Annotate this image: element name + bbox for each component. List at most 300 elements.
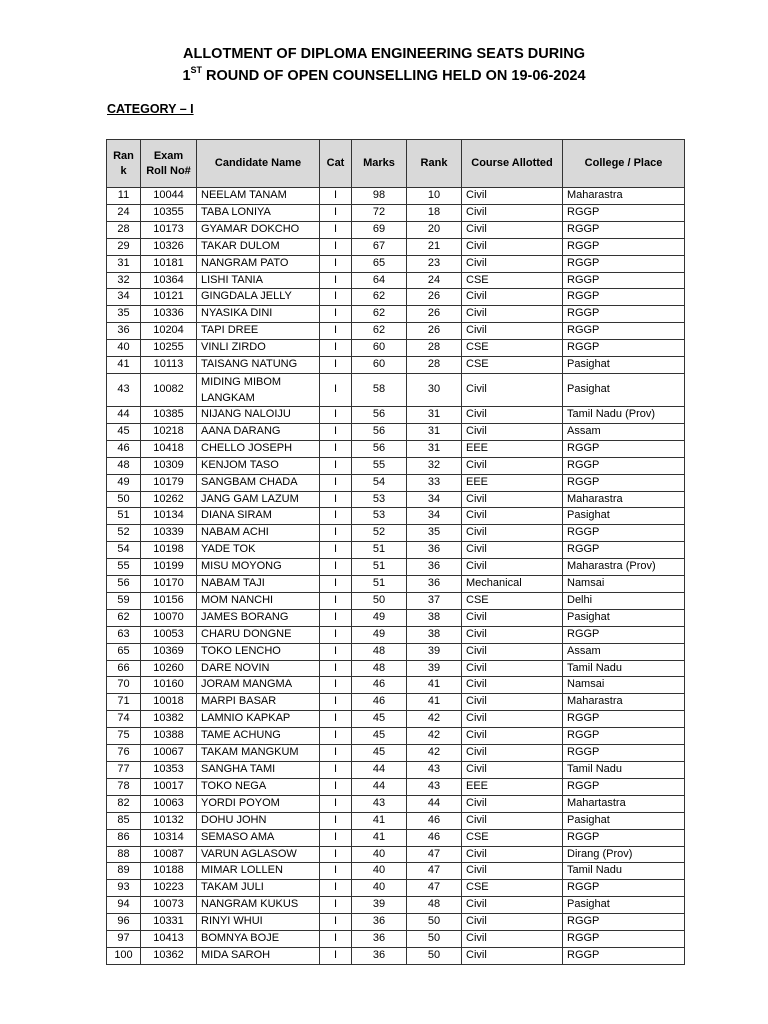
cell-category: I <box>320 728 352 745</box>
cell-college-place: RGGP <box>563 238 685 255</box>
cell-course-allotted: Civil <box>462 559 563 576</box>
cell-marks: 98 <box>352 188 407 205</box>
cell-candidate-name: NABAM ACHI <box>197 525 320 542</box>
cell-marks: 64 <box>352 272 407 289</box>
cell-category: I <box>320 373 352 406</box>
cell-candidate-name: NABAM TAJI <box>197 576 320 593</box>
cell-exam-roll-no: 10314 <box>141 829 197 846</box>
cell-merit-rank: 28 <box>107 221 141 238</box>
cell-merit-rank: 66 <box>107 660 141 677</box>
cell-category: I <box>320 221 352 238</box>
cell-exam-roll-no: 10070 <box>141 609 197 626</box>
table-row <box>107 508 685 525</box>
cell-exam-roll-no: 10385 <box>141 406 197 423</box>
cell-college-place: RGGP <box>563 340 685 357</box>
cell-merit-rank: 71 <box>107 694 141 711</box>
cell-merit-rank: 94 <box>107 897 141 914</box>
header-candidate-name: Candidate Name <box>197 140 320 188</box>
cell-marks: 52 <box>352 525 407 542</box>
cell-merit-rank: 31 <box>107 255 141 272</box>
cell-course-allotted: Civil <box>462 728 563 745</box>
cell-college-place: Namsai <box>563 576 685 593</box>
cell-merit-rank: 77 <box>107 762 141 779</box>
cell-exam-roll-no: 10017 <box>141 778 197 795</box>
cell-course-allotted: Civil <box>462 204 563 221</box>
cell-college-place: Delhi <box>563 592 685 609</box>
cell-rank: 35 <box>407 525 462 542</box>
cell-course-allotted: CSE <box>462 357 563 374</box>
cell-candidate-name: JORAM MANGMA <box>197 677 320 694</box>
cell-college-place: RGGP <box>563 728 685 745</box>
cell-course-allotted: Civil <box>462 373 563 406</box>
cell-rank: 41 <box>407 694 462 711</box>
cell-category: I <box>320 559 352 576</box>
cell-marks: 40 <box>352 846 407 863</box>
table-row <box>107 778 685 795</box>
cell-rank: 28 <box>407 340 462 357</box>
table-row <box>107 795 685 812</box>
cell-exam-roll-no: 10082 <box>141 373 197 406</box>
cell-exam-roll-no: 10179 <box>141 474 197 491</box>
cell-course-allotted: CSE <box>462 880 563 897</box>
cell-category: I <box>320 576 352 593</box>
cell-course-allotted: Civil <box>462 947 563 964</box>
cell-rank: 42 <box>407 711 462 728</box>
cell-rank: 47 <box>407 863 462 880</box>
cell-merit-rank: 52 <box>107 525 141 542</box>
cell-course-allotted: Civil <box>462 289 563 306</box>
cell-marks: 55 <box>352 457 407 474</box>
cell-rank: 43 <box>407 762 462 779</box>
cell-exam-roll-no: 10181 <box>141 255 197 272</box>
cell-rank: 21 <box>407 238 462 255</box>
cell-rank: 24 <box>407 272 462 289</box>
header-marks: Marks <box>352 140 407 188</box>
cell-exam-roll-no: 10087 <box>141 846 197 863</box>
table-row <box>107 931 685 948</box>
cell-rank: 38 <box>407 626 462 643</box>
cell-rank: 37 <box>407 592 462 609</box>
cell-merit-rank: 76 <box>107 745 141 762</box>
cell-category: I <box>320 508 352 525</box>
cell-college-place: RGGP <box>563 626 685 643</box>
cell-marks: 46 <box>352 694 407 711</box>
cell-exam-roll-no: 10369 <box>141 643 197 660</box>
cell-exam-roll-no: 10044 <box>141 188 197 205</box>
table-row <box>107 812 685 829</box>
cell-merit-rank: 65 <box>107 643 141 660</box>
cell-candidate-name: SANGBAM CHADA <box>197 474 320 491</box>
cell-rank: 31 <box>407 406 462 423</box>
cell-college-place: Tamil Nadu <box>563 762 685 779</box>
cell-category: I <box>320 711 352 728</box>
cell-exam-roll-no: 10173 <box>141 221 197 238</box>
cell-rank: 47 <box>407 880 462 897</box>
table-row <box>107 609 685 626</box>
cell-course-allotted: Civil <box>462 255 563 272</box>
document-title-line-1: ALLOTMENT OF DIPLOMA ENGINEERING SEATS DURING <box>183 46 585 62</box>
cell-candidate-name: TOKO LENCHO <box>197 643 320 660</box>
cell-college-place: RGGP <box>563 829 685 846</box>
table-row <box>107 188 685 205</box>
cell-rank: 23 <box>407 255 462 272</box>
cell-course-allotted: CSE <box>462 592 563 609</box>
cell-college-place: Mahartastra <box>563 795 685 812</box>
cell-candidate-name: MISU MOYONG <box>197 559 320 576</box>
cell-candidate-name: TABA LONIYA <box>197 204 320 221</box>
cell-exam-roll-no: 10331 <box>141 914 197 931</box>
cell-merit-rank: 78 <box>107 778 141 795</box>
cell-category: I <box>320 643 352 660</box>
cell-merit-rank: 59 <box>107 592 141 609</box>
cell-marks: 54 <box>352 474 407 491</box>
header-rank: Rank <box>407 140 462 188</box>
table-header-row <box>107 140 685 188</box>
cell-category: I <box>320 406 352 423</box>
cell-category: I <box>320 238 352 255</box>
table-row <box>107 762 685 779</box>
cell-exam-roll-no: 10188 <box>141 863 197 880</box>
cell-category: I <box>320 778 352 795</box>
cell-course-allotted: Civil <box>462 525 563 542</box>
cell-exam-roll-no: 10218 <box>141 423 197 440</box>
cell-marks: 45 <box>352 745 407 762</box>
cell-marks: 62 <box>352 289 407 306</box>
cell-college-place: Tamil Nadu <box>563 863 685 880</box>
cell-exam-roll-no: 10255 <box>141 340 197 357</box>
cell-exam-roll-no: 10223 <box>141 880 197 897</box>
cell-marks: 40 <box>352 863 407 880</box>
table-row <box>107 204 685 221</box>
cell-category: I <box>320 897 352 914</box>
table-row <box>107 373 685 406</box>
cell-exam-roll-no: 10418 <box>141 440 197 457</box>
cell-merit-rank: 11 <box>107 188 141 205</box>
cell-college-place: Pasighat <box>563 508 685 525</box>
cell-college-place: Assam <box>563 643 685 660</box>
table-row <box>107 457 685 474</box>
cell-exam-roll-no: 10355 <box>141 204 197 221</box>
table-row <box>107 592 685 609</box>
cell-college-place: RGGP <box>563 272 685 289</box>
cell-course-allotted: Civil <box>462 660 563 677</box>
cell-rank: 31 <box>407 423 462 440</box>
cell-rank: 32 <box>407 457 462 474</box>
cell-candidate-name: DIANA SIRAM <box>197 508 320 525</box>
cell-marks: 45 <box>352 711 407 728</box>
cell-college-place: Pasighat <box>563 609 685 626</box>
cell-course-allotted: CSE <box>462 272 563 289</box>
cell-merit-rank: 29 <box>107 238 141 255</box>
cell-rank: 46 <box>407 829 462 846</box>
cell-rank: 34 <box>407 508 462 525</box>
table-row <box>107 914 685 931</box>
cell-candidate-name: GINGDALA JELLY <box>197 289 320 306</box>
cell-rank: 36 <box>407 559 462 576</box>
cell-category: I <box>320 204 352 221</box>
cell-marks: 39 <box>352 897 407 914</box>
cell-merit-rank: 45 <box>107 423 141 440</box>
table-row <box>107 357 685 374</box>
cell-rank: 36 <box>407 542 462 559</box>
cell-rank: 38 <box>407 609 462 626</box>
cell-merit-rank: 35 <box>107 306 141 323</box>
cell-candidate-name: JANG GAM LAZUM <box>197 491 320 508</box>
cell-candidate-name: VARUN AGLASOW <box>197 846 320 863</box>
cell-college-place: RGGP <box>563 947 685 964</box>
cell-candidate-name: MIDING MIBOM LANGKAM <box>197 373 320 406</box>
cell-marks: 49 <box>352 626 407 643</box>
cell-merit-rank: 93 <box>107 880 141 897</box>
cell-course-allotted: Civil <box>462 508 563 525</box>
cell-course-allotted: Civil <box>462 863 563 880</box>
cell-candidate-name: TAPI DREE <box>197 323 320 340</box>
cell-college-place: Assam <box>563 423 685 440</box>
cell-course-allotted: EEE <box>462 474 563 491</box>
cell-college-place: Maharastra <box>563 491 685 508</box>
table-row <box>107 272 685 289</box>
cell-candidate-name: TOKO NEGA <box>197 778 320 795</box>
cell-college-place: Namsai <box>563 677 685 694</box>
cell-merit-rank: 62 <box>107 609 141 626</box>
cell-college-place: RGGP <box>563 204 685 221</box>
table-row <box>107 542 685 559</box>
cell-course-allotted: Civil <box>462 406 563 423</box>
header-category: Cat <box>320 140 352 188</box>
cell-course-allotted: Civil <box>462 423 563 440</box>
cell-merit-rank: 51 <box>107 508 141 525</box>
cell-college-place: RGGP <box>563 474 685 491</box>
cell-exam-roll-no: 10388 <box>141 728 197 745</box>
cell-candidate-name: DARE NOVIN <box>197 660 320 677</box>
cell-category: I <box>320 491 352 508</box>
cell-marks: 60 <box>352 340 407 357</box>
cell-candidate-name: MIDA SAROH <box>197 947 320 964</box>
cell-rank: 34 <box>407 491 462 508</box>
table-row <box>107 323 685 340</box>
cell-merit-rank: 63 <box>107 626 141 643</box>
cell-merit-rank: 74 <box>107 711 141 728</box>
cell-merit-rank: 70 <box>107 677 141 694</box>
cell-course-allotted: Civil <box>462 221 563 238</box>
cell-category: I <box>320 357 352 374</box>
cell-marks: 53 <box>352 508 407 525</box>
cell-category: I <box>320 188 352 205</box>
cell-exam-roll-no: 10262 <box>141 491 197 508</box>
cell-category: I <box>320 423 352 440</box>
cell-candidate-name: TAKAR DULOM <box>197 238 320 255</box>
cell-college-place: RGGP <box>563 745 685 762</box>
cell-course-allotted: Civil <box>462 457 563 474</box>
cell-merit-rank: 75 <box>107 728 141 745</box>
table-row <box>107 423 685 440</box>
header-college-place: College / Place <box>563 140 685 188</box>
cell-rank: 43 <box>407 778 462 795</box>
round-description: ROUND OF OPEN COUNSELLING HELD ON 19-06-2024 <box>202 68 586 84</box>
cell-category: I <box>320 306 352 323</box>
cell-candidate-name: NANGRAM KUKUS <box>197 897 320 914</box>
cell-marks: 62 <box>352 306 407 323</box>
cell-course-allotted: Civil <box>462 323 563 340</box>
cell-merit-rank: 86 <box>107 829 141 846</box>
cell-course-allotted: Civil <box>462 914 563 931</box>
cell-marks: 56 <box>352 423 407 440</box>
round-ordinal-suffix: ST <box>190 65 203 76</box>
cell-college-place: Tamil Nadu (Prov) <box>563 406 685 423</box>
cell-candidate-name: DOHU JOHN <box>197 812 320 829</box>
cell-candidate-name: TAKAM JULI <box>197 880 320 897</box>
cell-rank: 44 <box>407 795 462 812</box>
cell-marks: 41 <box>352 829 407 846</box>
table-row <box>107 643 685 660</box>
cell-college-place: Maharastra <box>563 694 685 711</box>
cell-rank: 50 <box>407 931 462 948</box>
cell-course-allotted: EEE <box>462 778 563 795</box>
cell-category: I <box>320 660 352 677</box>
cell-merit-rank: 46 <box>107 440 141 457</box>
cell-merit-rank: 85 <box>107 812 141 829</box>
cell-category: I <box>320 592 352 609</box>
cell-candidate-name: YORDI POYOM <box>197 795 320 812</box>
cell-rank: 48 <box>407 897 462 914</box>
cell-merit-rank: 36 <box>107 323 141 340</box>
cell-candidate-name: YADE TOK <box>197 542 320 559</box>
cell-merit-rank: 96 <box>107 914 141 931</box>
cell-rank: 33 <box>407 474 462 491</box>
cell-category: I <box>320 525 352 542</box>
cell-rank: 46 <box>407 812 462 829</box>
cell-course-allotted: Civil <box>462 931 563 948</box>
cell-marks: 67 <box>352 238 407 255</box>
cell-course-allotted: Civil <box>462 626 563 643</box>
cell-merit-rank: 34 <box>107 289 141 306</box>
cell-college-place: RGGP <box>563 880 685 897</box>
round-number: 1 <box>182 68 191 84</box>
cell-merit-rank: 50 <box>107 491 141 508</box>
cell-merit-rank: 32 <box>107 272 141 289</box>
cell-candidate-name: NYASIKA DINI <box>197 306 320 323</box>
cell-college-place: RGGP <box>563 914 685 931</box>
cell-course-allotted: Civil <box>462 609 563 626</box>
cell-exam-roll-no: 10073 <box>141 897 197 914</box>
cell-category: I <box>320 762 352 779</box>
cell-marks: 58 <box>352 373 407 406</box>
cell-marks: 53 <box>352 491 407 508</box>
cell-marks: 51 <box>352 559 407 576</box>
cell-marks: 40 <box>352 880 407 897</box>
cell-rank: 20 <box>407 221 462 238</box>
table-row <box>107 238 685 255</box>
cell-merit-rank: 56 <box>107 576 141 593</box>
cell-marks: 36 <box>352 947 407 964</box>
allotment-table <box>106 139 685 965</box>
cell-course-allotted: Civil <box>462 812 563 829</box>
cell-rank: 39 <box>407 643 462 660</box>
cell-marks: 44 <box>352 778 407 795</box>
cell-college-place: Maharastra <box>563 188 685 205</box>
cell-rank: 50 <box>407 914 462 931</box>
cell-candidate-name: MIMAR LOLLEN <box>197 863 320 880</box>
table-row <box>107 880 685 897</box>
cell-college-place: Pasighat <box>563 373 685 406</box>
cell-rank: 26 <box>407 306 462 323</box>
cell-exam-roll-no: 10309 <box>141 457 197 474</box>
cell-category: I <box>320 745 352 762</box>
cell-exam-roll-no: 10362 <box>141 947 197 964</box>
cell-exam-roll-no: 10260 <box>141 660 197 677</box>
cell-rank: 10 <box>407 188 462 205</box>
cell-course-allotted: Civil <box>462 897 563 914</box>
cell-merit-rank: 48 <box>107 457 141 474</box>
table-row <box>107 289 685 306</box>
cell-marks: 51 <box>352 576 407 593</box>
cell-rank: 28 <box>407 357 462 374</box>
cell-merit-rank: 89 <box>107 863 141 880</box>
cell-category: I <box>320 272 352 289</box>
cell-category: I <box>320 677 352 694</box>
cell-category: I <box>320 457 352 474</box>
cell-category: I <box>320 323 352 340</box>
cell-candidate-name: NANGRAM PATO <box>197 255 320 272</box>
cell-marks: 36 <box>352 931 407 948</box>
cell-rank: 47 <box>407 846 462 863</box>
cell-merit-rank: 100 <box>107 947 141 964</box>
cell-exam-roll-no: 10053 <box>141 626 197 643</box>
cell-exam-roll-no: 10326 <box>141 238 197 255</box>
cell-exam-roll-no: 10018 <box>141 694 197 711</box>
cell-marks: 44 <box>352 762 407 779</box>
cell-course-allotted: EEE <box>462 440 563 457</box>
cell-category: I <box>320 289 352 306</box>
cell-college-place: Pasighat <box>563 897 685 914</box>
cell-course-allotted: Mechanical <box>462 576 563 593</box>
cell-course-allotted: CSE <box>462 829 563 846</box>
cell-category: I <box>320 340 352 357</box>
cell-category: I <box>320 694 352 711</box>
cell-marks: 60 <box>352 357 407 374</box>
cell-category: I <box>320 440 352 457</box>
cell-college-place: RGGP <box>563 255 685 272</box>
cell-course-allotted: CSE <box>462 340 563 357</box>
cell-category: I <box>320 542 352 559</box>
cell-college-place: RGGP <box>563 221 685 238</box>
table-row <box>107 559 685 576</box>
cell-merit-rank: 41 <box>107 357 141 374</box>
cell-category: I <box>320 846 352 863</box>
cell-college-place: RGGP <box>563 323 685 340</box>
cell-rank: 26 <box>407 323 462 340</box>
cell-marks: 43 <box>352 795 407 812</box>
cell-candidate-name: MOM NANCHI <box>197 592 320 609</box>
cell-merit-rank: 54 <box>107 542 141 559</box>
cell-marks: 49 <box>352 609 407 626</box>
cell-exam-roll-no: 10067 <box>141 745 197 762</box>
cell-candidate-name: JAMES BORANG <box>197 609 320 626</box>
cell-college-place: Dirang (Prov) <box>563 846 685 863</box>
table-row <box>107 406 685 423</box>
cell-candidate-name: CHELLO JOSEPH <box>197 440 320 457</box>
cell-candidate-name: LAMNIO KAPKAP <box>197 711 320 728</box>
cell-marks: 46 <box>352 677 407 694</box>
cell-candidate-name: BOMNYA BOJE <box>197 931 320 948</box>
document-title-line-2 <box>0 65 768 87</box>
cell-exam-roll-no: 10413 <box>141 931 197 948</box>
cell-college-place: RGGP <box>563 440 685 457</box>
cell-course-allotted: Civil <box>462 711 563 728</box>
table-row <box>107 846 685 863</box>
cell-marks: 56 <box>352 440 407 457</box>
table-row <box>107 255 685 272</box>
